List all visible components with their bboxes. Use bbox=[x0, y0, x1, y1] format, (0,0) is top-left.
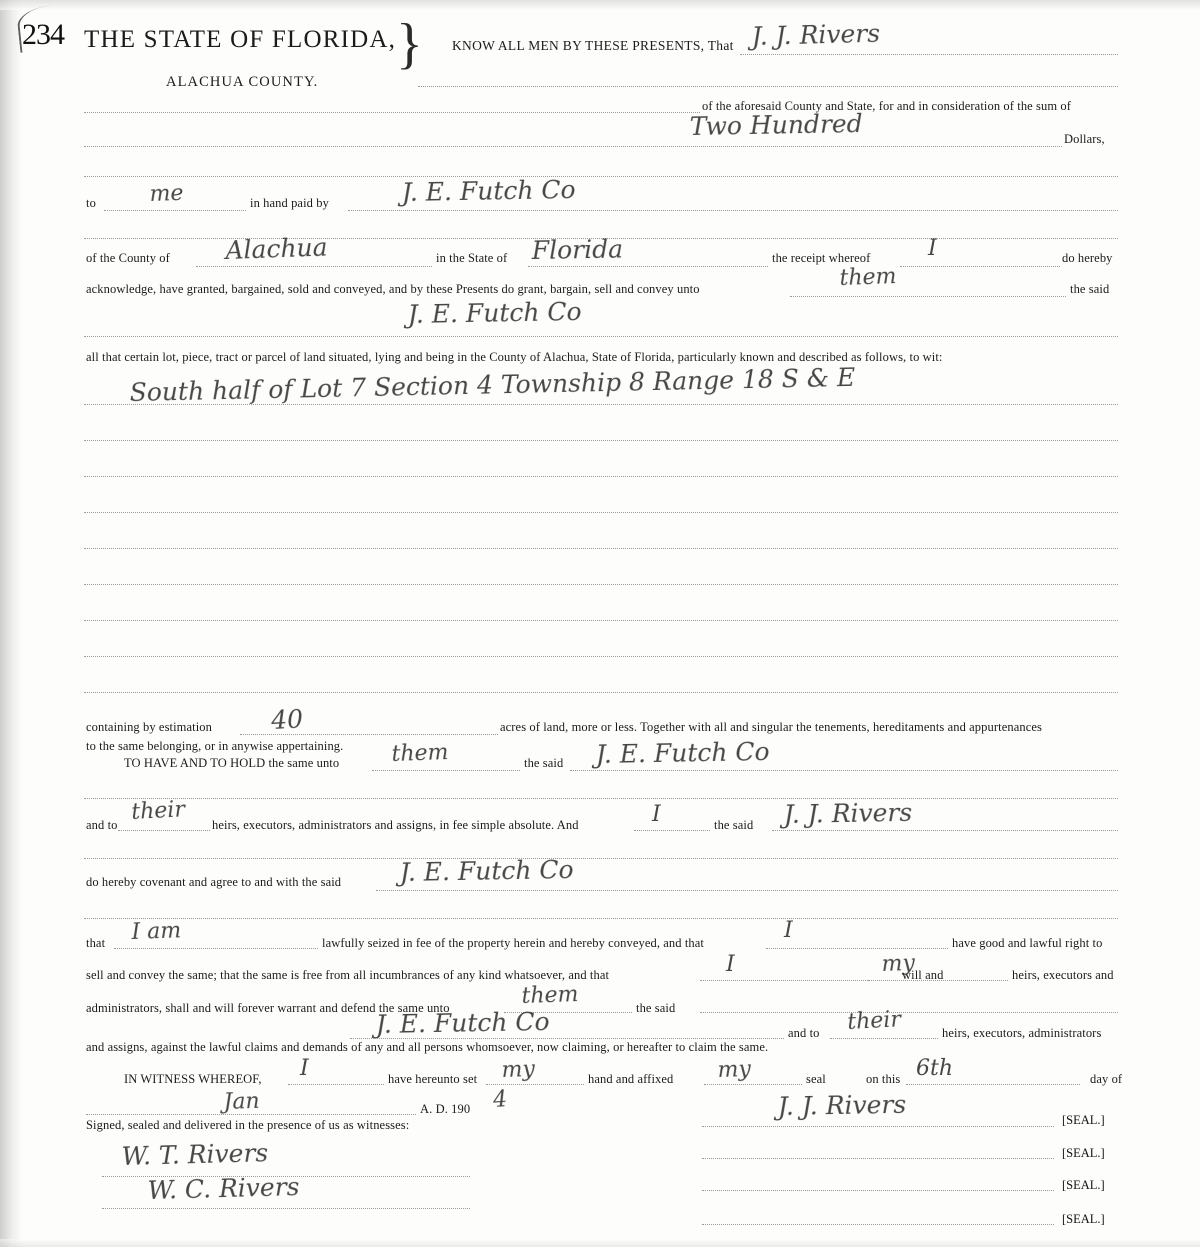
rule-blank-4 bbox=[84, 858, 1118, 859]
handwriting-witness-2: W. C. Rivers bbox=[147, 1172, 300, 1205]
that-label: that bbox=[86, 936, 106, 950]
rule-said-grantor bbox=[772, 830, 1118, 831]
rule-hold-said bbox=[570, 770, 1118, 771]
hand-and-affixed-label: hand and affixed bbox=[588, 1072, 674, 1086]
the-said-label-3: the said bbox=[714, 818, 754, 832]
have-good-right-text: have good and lawful right to bbox=[952, 936, 1103, 950]
rule-the-said-4 bbox=[700, 1012, 1118, 1013]
rule-will-and-my bbox=[868, 980, 1008, 981]
in-witness-whereof-label: IN WITNESS WHEREOF, bbox=[124, 1072, 262, 1086]
handwriting-covenant-with: J. E. Futch Co bbox=[399, 854, 574, 887]
rule-and-to-their2 bbox=[830, 1038, 938, 1039]
the-said-label-4: the said bbox=[636, 1001, 676, 1015]
handwriting-month: Jan bbox=[223, 1088, 261, 1115]
all-that-certain-text: all that certain lot, piece, tract or parcel of land situated, lying and being in the County of Alachua, State of Florida, particularly known and described as follows, to wit: bbox=[86, 350, 943, 364]
rule-acres bbox=[240, 734, 498, 735]
folio-number: 234 bbox=[22, 18, 64, 51]
handwriting-receipt-whereof: I bbox=[928, 236, 937, 261]
seal-label-4: [SEAL.] bbox=[1062, 1212, 1105, 1226]
heading-brace: } bbox=[396, 13, 423, 75]
scan-edge-shadow-bottom bbox=[0, 1239, 1200, 1247]
handwriting-hold-said: J. E. Futch Co bbox=[595, 736, 770, 769]
seal-label-1: [SEAL.] bbox=[1062, 1113, 1105, 1127]
rule-hold-unto bbox=[372, 770, 520, 771]
dollars-label: Dollars, bbox=[1064, 132, 1105, 146]
and-to-label-2: and to bbox=[788, 1026, 820, 1040]
rule-county bbox=[196, 266, 432, 267]
rule-that-i-am bbox=[114, 948, 318, 949]
rule-receipt bbox=[900, 266, 1060, 267]
handwriting-defend-unto: them bbox=[521, 982, 579, 1009]
and-assigns-against-text: and assigns, against the lawful claims and demands of any and all persons whomsoever, now claiming, or hereafter to claim the same. bbox=[86, 1040, 769, 1054]
of-the-county-of-label: of the County of bbox=[86, 251, 170, 265]
rule-affixed-my bbox=[704, 1084, 802, 1085]
rule-desc-4 bbox=[84, 512, 1118, 513]
seal-label-2: [SEAL.] bbox=[1062, 1146, 1105, 1160]
handwriting-consideration: Two Hundred bbox=[689, 108, 863, 141]
rule-hereunto-my bbox=[486, 1084, 584, 1085]
handwriting-affixed-my: my bbox=[717, 1056, 752, 1083]
rule-signature-1 bbox=[702, 1126, 1054, 1127]
handwriting-and-to-their: their bbox=[130, 797, 186, 825]
state-heading: THE STATE OF FLORIDA, bbox=[84, 26, 397, 53]
handwriting-and-i: I bbox=[652, 802, 661, 827]
rule-desc-2 bbox=[84, 440, 1118, 441]
in-the-state-of-label: in the State of bbox=[436, 251, 508, 265]
seal-word-label: seal bbox=[806, 1072, 826, 1086]
rule-desc-7 bbox=[84, 620, 1118, 621]
rule-signature-4 bbox=[702, 1224, 1054, 1225]
acres-of-land-text: acres of land, more or less. Together with all and singular the tenements, hereditaments and appurtenances bbox=[500, 720, 1042, 734]
rule-to bbox=[104, 210, 246, 211]
rule-grantee bbox=[84, 336, 1118, 337]
rule-desc-9 bbox=[84, 692, 1118, 693]
handwriting-county: Alachua bbox=[224, 232, 329, 265]
handwriting-will-and-my: my bbox=[881, 950, 916, 977]
rule-and-i bbox=[634, 830, 710, 831]
rule-desc-8 bbox=[84, 656, 1118, 657]
rule-desc-5 bbox=[84, 548, 1118, 549]
receipt-whereof-label: the receipt whereof bbox=[772, 251, 871, 265]
rule-blank-5 bbox=[84, 918, 1118, 919]
the-said-label-2: the said bbox=[524, 756, 564, 770]
handwriting-signature: J. J. Rivers bbox=[777, 1089, 907, 1121]
heirs-executors-text: heirs, executors, administrators and assigns, in fee simple absolute. And bbox=[212, 818, 579, 832]
rule-consideration bbox=[84, 146, 1062, 147]
rule-signature-3 bbox=[702, 1190, 1054, 1191]
rule-witness-2 bbox=[102, 1208, 470, 1209]
have-hereunto-set-label: have hereunto set bbox=[388, 1072, 478, 1086]
heirs-executors-and-text: heirs, executors and bbox=[1012, 968, 1114, 982]
do-hereby-label: do hereby bbox=[1062, 251, 1113, 265]
rule-day-number bbox=[906, 1084, 1080, 1085]
scan-edge-shadow-left bbox=[0, 0, 22, 1247]
rule-covenant-with bbox=[376, 890, 1118, 891]
lawfully-seized-text: lawfully seized in fee of the property herein and hereby conveyed, and that bbox=[322, 936, 704, 950]
handwriting-acres: 40 bbox=[270, 704, 304, 735]
rule-blank-1 bbox=[84, 176, 1118, 177]
rule-convey-unto bbox=[790, 296, 1066, 297]
handwriting-witness-i: I bbox=[300, 1056, 309, 1081]
rule-aforesaid bbox=[84, 112, 700, 113]
heirs-executors-administrators-text: heirs, executors, administrators bbox=[942, 1026, 1102, 1040]
rule-grantor-1 bbox=[740, 54, 1118, 55]
day-of-label: day of bbox=[1090, 1072, 1123, 1086]
rule-and-that-i bbox=[766, 948, 948, 949]
rule-paid-by bbox=[348, 210, 1118, 211]
handwriting-hold-unto: them bbox=[391, 740, 449, 767]
sell-and-convey-text: sell and convey the same; that the same is free from all incumbrances of any kind whatsoever, and that bbox=[86, 968, 610, 982]
to-the-same-belonging-text: to the same belonging, or in anywise appertaining. bbox=[86, 739, 344, 753]
rule-signature-2 bbox=[702, 1158, 1054, 1159]
signed-sealed-text: Signed, sealed and delivered in the presence of us as witnesses: bbox=[86, 1118, 410, 1132]
to-have-and-to-hold-label: TO HAVE AND TO HOLD the same unto bbox=[124, 756, 340, 770]
rule-desc-1 bbox=[84, 404, 1118, 405]
rule-blank-3 bbox=[84, 798, 1118, 799]
handwriting-land-description: South half of Lot 7 Section 4 Township 8 Range 18 S & E bbox=[129, 362, 856, 407]
handwriting-paid-by: J. E. Futch Co bbox=[401, 174, 576, 207]
rule-desc-3 bbox=[84, 476, 1118, 477]
handwriting-grantor-name: J. J. Rivers bbox=[751, 18, 881, 51]
will-and-label: will and bbox=[902, 968, 944, 982]
administrators-warrant-text: administrators, shall and will forever warrant and defend the same unto bbox=[86, 1001, 450, 1015]
ad-190-label: A. D. 190 bbox=[420, 1102, 471, 1116]
county-heading: ALACHUA COUNTY. bbox=[166, 74, 319, 90]
handwriting-and-to-their-2: their bbox=[846, 1007, 902, 1035]
rule-month bbox=[86, 1114, 416, 1115]
scan-edge-shadow-top bbox=[0, 0, 1200, 10]
rule-state bbox=[528, 266, 768, 267]
rule-grantor-2 bbox=[418, 86, 1118, 87]
and-to-label-1: and to bbox=[86, 818, 118, 832]
rule-witness-i bbox=[288, 1084, 384, 1085]
handwriting-grantee-name: J. E. Futch Co bbox=[407, 296, 582, 329]
handwriting-said-grantor: J. J. Rivers bbox=[783, 797, 913, 829]
rule-defend-said bbox=[350, 1038, 784, 1039]
seal-label-3: [SEAL.] bbox=[1062, 1178, 1105, 1192]
handwriting-state: Florida bbox=[531, 234, 624, 265]
rule-desc-6 bbox=[84, 584, 1118, 585]
handwriting-and-that-i-2: I bbox=[726, 952, 735, 977]
handwriting-witness-1: W. T. Rivers bbox=[121, 1138, 269, 1171]
in-hand-paid-by-label: in hand paid by bbox=[250, 196, 329, 210]
handwriting-year-digit: 4 bbox=[492, 1087, 508, 1113]
handwriting-day-number: 6th bbox=[916, 1056, 954, 1081]
containing-by-estimation-label: containing by estimation bbox=[86, 720, 212, 734]
on-this-label: on this bbox=[866, 1072, 901, 1086]
handwriting-defend-said: J. E. Futch Co bbox=[375, 1006, 550, 1039]
acknowledge-text: acknowledge, have granted, bargained, sold and conveyed, and by these Presents do grant, bargain, sell and convey unto bbox=[86, 282, 700, 296]
handwriting-convey-unto: them bbox=[839, 264, 897, 291]
handwriting-and-that-i: I bbox=[784, 918, 793, 943]
to-label: to bbox=[86, 196, 96, 210]
aforesaid-text: of the aforesaid County and State, for and in consideration of the sum of bbox=[702, 99, 1072, 113]
handwriting-hereunto-my: my bbox=[501, 1056, 536, 1083]
do-hereby-covenant-label: do hereby covenant and agree to and with the said bbox=[86, 875, 342, 889]
know-all-men-text: KNOW ALL MEN BY THESE PRESENTS, That bbox=[452, 38, 734, 53]
rule-and-to-their bbox=[118, 830, 210, 831]
handwriting-that-i-am: I am bbox=[131, 918, 182, 945]
handwriting-to-amount: me bbox=[149, 180, 184, 207]
the-said-label-1: the said bbox=[1070, 282, 1110, 296]
